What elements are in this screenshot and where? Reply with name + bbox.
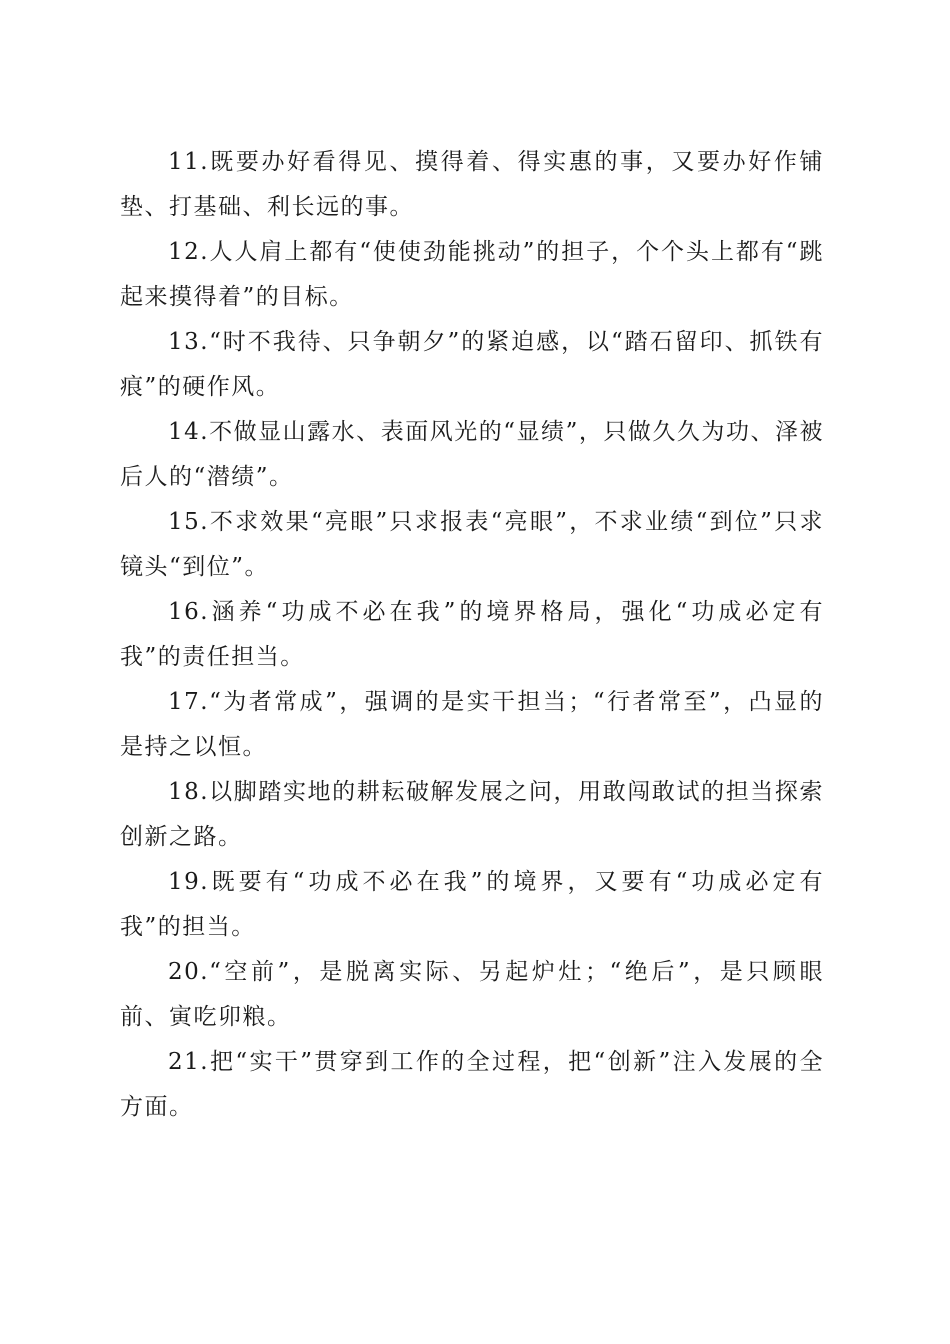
paragraph-16: 16.涵养“功成不必在我”的境界格局，强化“功成必定有我”的责任担当。 bbox=[120, 599, 824, 670]
paragraph-17: 17.“为者常成”，强调的是实干担当；“行者常至”，凸显的是持之以恒。 bbox=[120, 689, 824, 760]
paragraph-21: 21.把“实干”贯穿到工作的全过程，把“创新”注入发展的全方面。 bbox=[120, 1049, 824, 1120]
paragraph-18: 18.以脚踏实地的耕耘破解发展之问，用敢闯敢试的担当探索创新之路。 bbox=[120, 779, 824, 850]
paragraph-20: 20.“空前”，是脱离实际、另起炉灶；“绝后”，是只顾眼前、寅吃卯粮。 bbox=[120, 959, 824, 1030]
document-body bbox=[120, 140, 824, 1130]
paragraph-11: 11.既要办好看得见、摸得着、得实惠的事，又要办好作铺垫、打基础、利长远的事。 bbox=[120, 149, 824, 220]
paragraph-19: 19.既要有“功成不必在我”的境界，又要有“功成必定有我”的担当。 bbox=[120, 869, 824, 940]
paragraph-15: 15.不求效果“亮眼”只求报表“亮眼”，不求业绩“到位”只求镜头“到位”。 bbox=[120, 509, 824, 580]
paragraph-13: 13.“时不我待、只争朝夕”的紧迫感，以“踏石留印、抓铁有痕”的硬作风。 bbox=[120, 329, 824, 400]
paragraph-14: 14.不做显山露水、表面风光的“显绩”，只做久久为功、泽被后人的“潜绩”。 bbox=[120, 419, 824, 490]
paragraph-12: 12.人人肩上都有“使使劲能挑动”的担子，个个头上都有“跳起来摸得着”的目标。 bbox=[120, 239, 824, 310]
